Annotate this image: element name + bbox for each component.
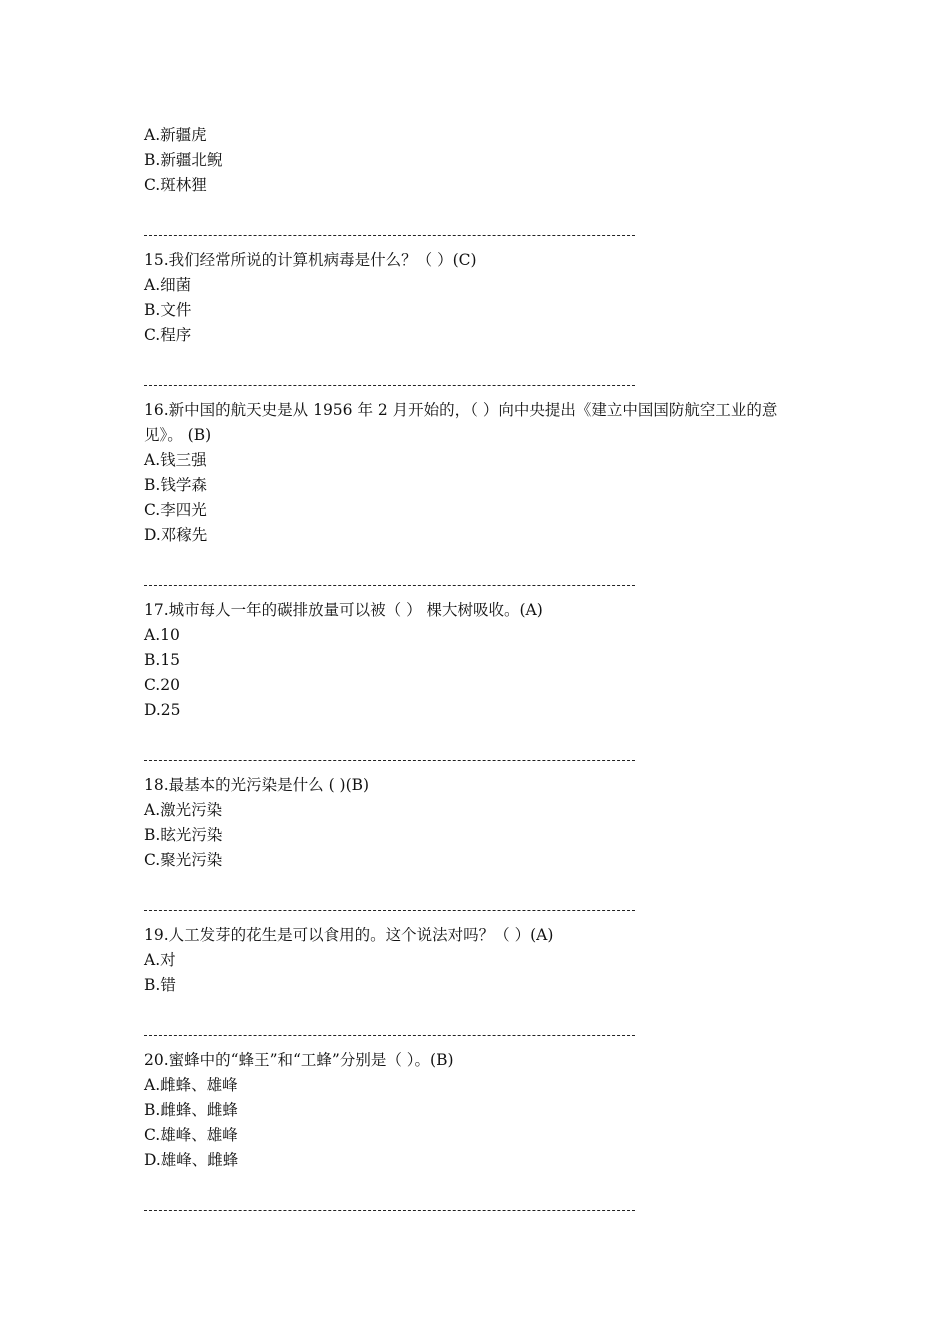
question-block-15 — [144, 248, 824, 348]
option-a: A.钱三强 — [144, 451, 207, 469]
question-text: 17.城市每人一年的碳排放量可以被（ ） 棵大树吸收。(A) — [144, 601, 543, 619]
question-text: 18.最基本的光污染是什么 ( )(B) — [144, 776, 370, 794]
option-c: C.20 — [144, 676, 180, 694]
question-block-19 — [144, 923, 824, 998]
spacer — [144, 873, 824, 898]
question-block-20 — [144, 1048, 824, 1173]
question-list — [144, 123, 824, 1223]
dashed-separator — [144, 748, 824, 773]
question-block-14-options — [144, 123, 824, 198]
option-b: B.新疆北鲵 — [144, 151, 223, 169]
option-a: A.新疆虎 — [144, 126, 207, 144]
option-d: D.雄峰、雌蜂 — [144, 1151, 239, 1169]
option-d: D.25 — [144, 701, 181, 719]
option-d: D.邓稼先 — [144, 526, 208, 544]
option-c: C.雄峰、雄峰 — [144, 1126, 238, 1144]
option-c: C.斑林狸 — [144, 176, 207, 194]
question-text-continued: 见》。 (B) — [144, 426, 212, 444]
option-b: B.眩光污染 — [144, 826, 223, 844]
option-b: B.钱学森 — [144, 476, 207, 494]
spacer — [144, 548, 824, 573]
option-c: C.程序 — [144, 326, 192, 344]
question-text: 15.我们经常所说的计算机病毒是什么？（ ）(C) — [144, 251, 477, 269]
dashed-separator — [144, 573, 824, 598]
option-a: A.10 — [144, 626, 180, 644]
question-text: 16.新中国的航天史是从 1956 年 2 月开始的，（ ）向中央提出《建立中国国防航空工业的意 — [144, 401, 778, 419]
option-a: A.雌蜂、雄峰 — [144, 1076, 238, 1094]
dashed-separator — [144, 898, 824, 923]
option-b: B.文件 — [144, 301, 192, 319]
option-c: C.聚光污染 — [144, 851, 223, 869]
option-a: A.激光污染 — [144, 801, 223, 819]
option-b: B.15 — [144, 651, 181, 669]
question-block-18 — [144, 773, 824, 873]
dashed-separator — [144, 1198, 824, 1223]
dashed-separator — [144, 223, 824, 248]
option-b: B.雌蜂、雌蜂 — [144, 1101, 238, 1119]
spacer — [144, 198, 824, 223]
question-text: 20.蜜蜂中的“蜂王”和“工蜂”分别是（ ）。(B) — [144, 1051, 454, 1069]
spacer — [144, 723, 824, 748]
question-block-17 — [144, 598, 824, 723]
question-text: 19.人工发芽的花生是可以食用的。这个说法对吗？（ ）(A) — [144, 926, 554, 944]
spacer — [144, 348, 824, 373]
question-block-16 — [144, 398, 824, 548]
option-c: C.李四光 — [144, 501, 207, 519]
option-b: B.错 — [144, 976, 176, 994]
dashed-separator — [144, 1023, 824, 1048]
spacer — [144, 998, 824, 1023]
spacer — [144, 1173, 824, 1198]
option-a: A.对 — [144, 951, 176, 969]
option-a: A.细菌 — [144, 276, 192, 294]
dashed-separator — [144, 373, 824, 398]
